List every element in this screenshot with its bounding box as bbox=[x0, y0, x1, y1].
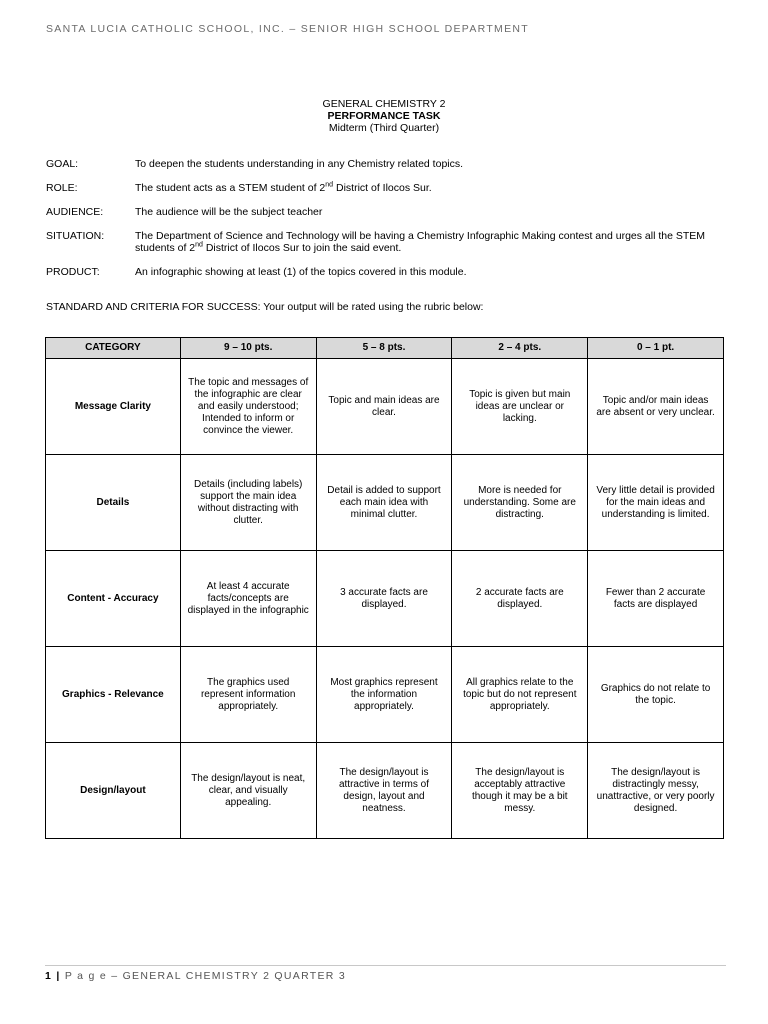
criteria-cell: The design/layout is neat, clear, and visually appealing. bbox=[180, 743, 316, 839]
title-block bbox=[0, 98, 768, 134]
field-label: GOAL: bbox=[46, 158, 79, 170]
field-value: The audience will be the subject teacher bbox=[135, 206, 323, 218]
field-value: An infographic showing at least (1) of the topics covered in this module. bbox=[135, 266, 467, 278]
field-audience bbox=[46, 206, 726, 218]
criteria-cell: Most graphics represent the information appropriately. bbox=[316, 647, 452, 743]
table-row bbox=[46, 551, 724, 647]
criteria-cell: Topic and main ideas are clear. bbox=[316, 359, 452, 455]
table-row bbox=[46, 359, 724, 455]
task-fields bbox=[46, 158, 726, 290]
category-cell: Details bbox=[46, 455, 181, 551]
category-cell: Graphics - Relevance bbox=[46, 647, 181, 743]
criteria-cell: Very little detail is provided for the main ideas and understanding is limited. bbox=[588, 455, 724, 551]
field-label: PRODUCT: bbox=[46, 266, 100, 278]
rubric-table bbox=[45, 337, 724, 839]
category-cell: Design/layout bbox=[46, 743, 181, 839]
category-cell: Message Clarity bbox=[46, 359, 181, 455]
footer-text: P a g e – GENERAL CHEMISTRY 2 QUARTER 3 bbox=[64, 970, 347, 982]
criteria-cell: Topic is given but main ideas are unclear or lacking. bbox=[452, 359, 588, 455]
criteria-cell: All graphics relate to the topic but do not represent appropriately. bbox=[452, 647, 588, 743]
field-value: The Department of Science and Technology will be having a Chemistry Infographic Making contest and urges all the STEM students of 2nd District of Ilocos Sur to join the said event. bbox=[135, 230, 706, 254]
criteria-cell: At least 4 accurate facts/concepts are displayed in the infographic bbox=[180, 551, 316, 647]
field-goal bbox=[46, 158, 726, 170]
criteria-cell: 2 accurate facts are displayed. bbox=[452, 551, 588, 647]
criteria-cell: Topic and/or main ideas are absent or very unclear. bbox=[588, 359, 724, 455]
col-header-9-10: 9 – 10 pts. bbox=[180, 338, 316, 359]
footer-separator: | bbox=[52, 970, 65, 982]
criteria-cell: The graphics used represent information appropriately. bbox=[180, 647, 316, 743]
page-number: 1 bbox=[45, 970, 53, 982]
col-header-5-8: 5 – 8 pts. bbox=[316, 338, 452, 359]
criteria-cell: Details (including labels) support the main idea without distracting with clutter. bbox=[180, 455, 316, 551]
table-row bbox=[46, 647, 724, 743]
page-footer bbox=[45, 970, 346, 982]
term-title: Midterm (Third Quarter) bbox=[328, 122, 440, 134]
school-header: SANTA LUCIA CATHOLIC SCHOOL, INC. – SENIOR HIGH SCHOOL DEPARTMENT bbox=[46, 23, 529, 35]
standard-criteria: STANDARD AND CRITERIA FOR SUCCESS: Your output will be rated using the rubric below: bbox=[46, 301, 484, 313]
field-value: To deepen the students understanding in any Chemistry related topics. bbox=[135, 158, 464, 170]
table-row bbox=[46, 455, 724, 551]
col-header-0-1: 0 – 1 pt. bbox=[588, 338, 724, 359]
criteria-cell: The topic and messages of the infographic are clear and easily understood; Intended to inform or convince the viewer. bbox=[180, 359, 316, 455]
field-label: SITUATION: bbox=[46, 230, 105, 242]
field-value: The student acts as a STEM student of 2nd District of Ilocos Sur. bbox=[135, 181, 432, 194]
criteria-cell: More is needed for understanding. Some are distracting. bbox=[452, 455, 588, 551]
table-row bbox=[46, 743, 724, 839]
col-header-category: CATEGORY bbox=[46, 338, 181, 359]
criteria-cell: Fewer than 2 accurate facts are displayed bbox=[588, 551, 724, 647]
criteria-cell: The design/layout is attractive in terms of design, layout and neatness. bbox=[316, 743, 452, 839]
criteria-cell: 3 accurate facts are displayed. bbox=[316, 551, 452, 647]
subject-title: GENERAL CHEMISTRY 2 bbox=[322, 98, 446, 110]
criteria-cell: The design/layout is distractingly messy, unattractive, or very poorly designed. bbox=[588, 743, 724, 839]
col-header-2-4: 2 – 4 pts. bbox=[452, 338, 588, 359]
criteria-cell: The design/layout is acceptably attractive though it may be a bit messy. bbox=[452, 743, 588, 839]
rubric-header-row bbox=[46, 338, 724, 359]
criteria-cell: Graphics do not relate to the topic. bbox=[588, 647, 724, 743]
field-label: ROLE: bbox=[46, 182, 78, 194]
footer-divider bbox=[45, 965, 726, 966]
field-label: AUDIENCE: bbox=[46, 206, 104, 218]
task-title: PERFORMANCE TASK bbox=[327, 110, 441, 122]
category-cell: Content - Accuracy bbox=[46, 551, 181, 647]
field-product bbox=[46, 266, 726, 278]
field-role bbox=[46, 182, 726, 194]
field-situation bbox=[46, 230, 726, 254]
criteria-cell: Detail is added to support each main idea with minimal clutter. bbox=[316, 455, 452, 551]
